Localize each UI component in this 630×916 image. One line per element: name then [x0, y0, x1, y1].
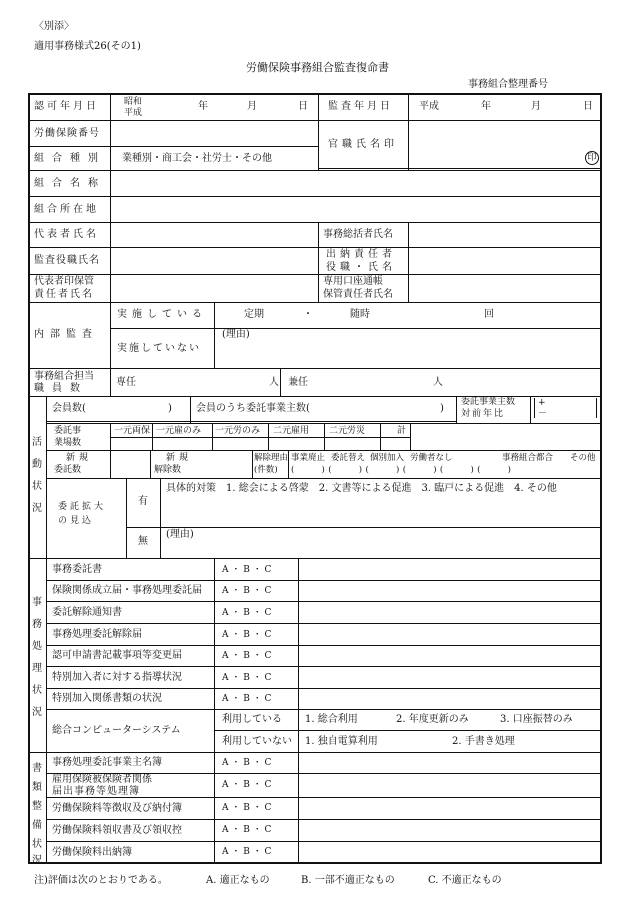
- association-address-label: 組合所在地: [34, 204, 99, 215]
- yoy-bracket-right: [596, 398, 597, 418]
- seal-custodian-label-2: 責任者氏名: [34, 289, 94, 300]
- new-cancel-label-1: 新規: [166, 453, 193, 463]
- expansion-no-reason: (理由): [166, 529, 194, 540]
- cashier-label-2: 役職・氏名: [326, 262, 396, 273]
- audit-times-unit: 回: [484, 309, 494, 320]
- books-item-4: 労働保険料領収書及び領収控: [52, 825, 182, 836]
- entrusted-count-label-1: 委託事業主数: [461, 397, 516, 407]
- audit-done-label: 実施している: [117, 309, 207, 320]
- yoy-plus: +: [538, 398, 546, 408]
- association-name-label: 組合名称: [34, 178, 106, 189]
- cancel-reason-slots: ( )( )( )( )( )( ): [291, 465, 515, 475]
- system-use-label: 利用している: [222, 714, 282, 725]
- staff-fulltime-label: 専任: [116, 377, 136, 388]
- system-no-use-option-2: 2. 手書き処理: [452, 736, 515, 747]
- approval-day: 日: [298, 101, 308, 112]
- new-entrust-label-2: 委託数: [54, 465, 82, 475]
- books-item-3: 労働保険料等徴収及び納付簿: [52, 803, 182, 814]
- account-custodian-label-1: 専用口座通帳: [323, 276, 383, 287]
- expansion-measures: 具体的対策 1. 総会による啓蒙 2. 文書等による促進 3. 臨戸による促進 4. その他: [166, 483, 557, 494]
- expansion-label-2: の見込: [58, 516, 95, 526]
- entrusted-members-close: ): [440, 403, 444, 414]
- staff-label-2: 職員数: [34, 383, 88, 394]
- entrusted-count-label-2: 対前年比: [461, 409, 506, 419]
- representative-name-label: 代表者氏名: [34, 229, 99, 240]
- audit-year: 年: [481, 101, 491, 112]
- system-no-use-option-1: 1. 独自電算利用: [305, 736, 378, 747]
- system-use-option-2: 2. 年度更新のみ: [396, 714, 469, 725]
- audit-day: 日: [583, 101, 593, 112]
- audit-date-label: 監査年月日: [328, 101, 393, 112]
- attachment-label: 〈別添〉: [34, 21, 74, 32]
- insurance-number-label: 労働保険番号: [34, 128, 100, 139]
- internal-audit-label: 内部監査: [34, 329, 98, 340]
- approval-year: 年: [198, 101, 208, 112]
- footnote-text: 注)評価は次のとおりである。: [34, 875, 168, 886]
- books-item-2-line-1: 雇用保険被保険者関係: [52, 774, 152, 785]
- yoy-minus: －: [538, 409, 548, 419]
- books-item-5: 労働保険料出納簿: [52, 847, 132, 858]
- footnote-grade-b: B. 一部不適正なもの: [301, 875, 395, 886]
- official-name-label: 官職氏名印: [328, 139, 398, 150]
- audit-adhoc: 随時: [350, 309, 370, 320]
- books-item-1: 事務処理委託事業主名簿: [52, 757, 162, 768]
- seal-custodian-label-1: 代表者印保管: [34, 276, 94, 287]
- audit-regular: 定期: [244, 309, 264, 320]
- office-number-label: 事務組合整理番号: [468, 79, 548, 90]
- expansion-label-1: 委託拡大: [58, 502, 107, 512]
- sites-label-1: 委託事: [54, 426, 82, 436]
- era-showa: 昭和: [124, 97, 143, 107]
- members-count-label: 会員数(: [52, 403, 86, 414]
- audit-month: 月: [531, 101, 541, 112]
- expansion-no: 無: [138, 536, 148, 547]
- system-no-use-label: 利用していない: [222, 736, 292, 747]
- era-heisei: 平成: [124, 108, 143, 118]
- association-type-value: 業種別・商工会・社労士・その他: [122, 153, 272, 164]
- expansion-yes: 有: [138, 496, 148, 507]
- audit-separator: ・: [303, 309, 313, 320]
- system-use-option-3: 3. 口座振替のみ: [500, 714, 573, 725]
- association-type-label: 組合種別: [34, 153, 106, 164]
- general-manager-label: 事務総括者氏名: [323, 229, 393, 240]
- entrusted-members-label: 会員のうち委託事業主数(: [196, 403, 310, 414]
- staff-parttime-unit: 人: [433, 377, 443, 388]
- new-cancel-label-2: 解除数: [154, 465, 182, 475]
- form-number: 適用事務様式26(その1): [34, 41, 141, 52]
- cashier-label-1: 出納責任者: [326, 249, 396, 260]
- books-item-2-line-2: 届出事務等処理簿: [52, 786, 140, 797]
- auditor-name-label: 監査役職氏名: [34, 255, 100, 266]
- footnote-grade-c: C. 不適正なもの: [428, 875, 502, 886]
- new-entrust-label-1: 新規: [66, 453, 93, 463]
- audit-not-done-label: 実施していない: [117, 343, 201, 354]
- staff-parttime-label: 兼任: [288, 377, 308, 388]
- system-use-option-1: 1. 総合利用: [305, 714, 358, 725]
- approval-date-label: 認可年月日: [34, 101, 99, 112]
- computer-system-label: 総合コンピューターシステム: [52, 725, 181, 736]
- sites-label-2: 業場数: [54, 438, 82, 448]
- footnote-grade-a: A. 適正なもの: [206, 875, 270, 886]
- audit-era: 平成: [419, 101, 439, 112]
- approval-month: 月: [247, 101, 257, 112]
- cancel-reason-label-1: 解除理由: [254, 453, 289, 463]
- audit-reason-label: (理由): [222, 329, 250, 340]
- staff-fulltime-unit: 人: [269, 377, 279, 388]
- seal-mark: 印: [585, 151, 599, 165]
- members-count-close: ): [168, 403, 172, 414]
- staff-label-1: 事務組合担当: [34, 371, 94, 382]
- cancel-reason-label-2: (件数): [254, 465, 278, 475]
- page-title: 労働保険事務組合監査復命書: [246, 61, 389, 74]
- account-custodian-label-2: 保管責任者氏名: [323, 289, 393, 300]
